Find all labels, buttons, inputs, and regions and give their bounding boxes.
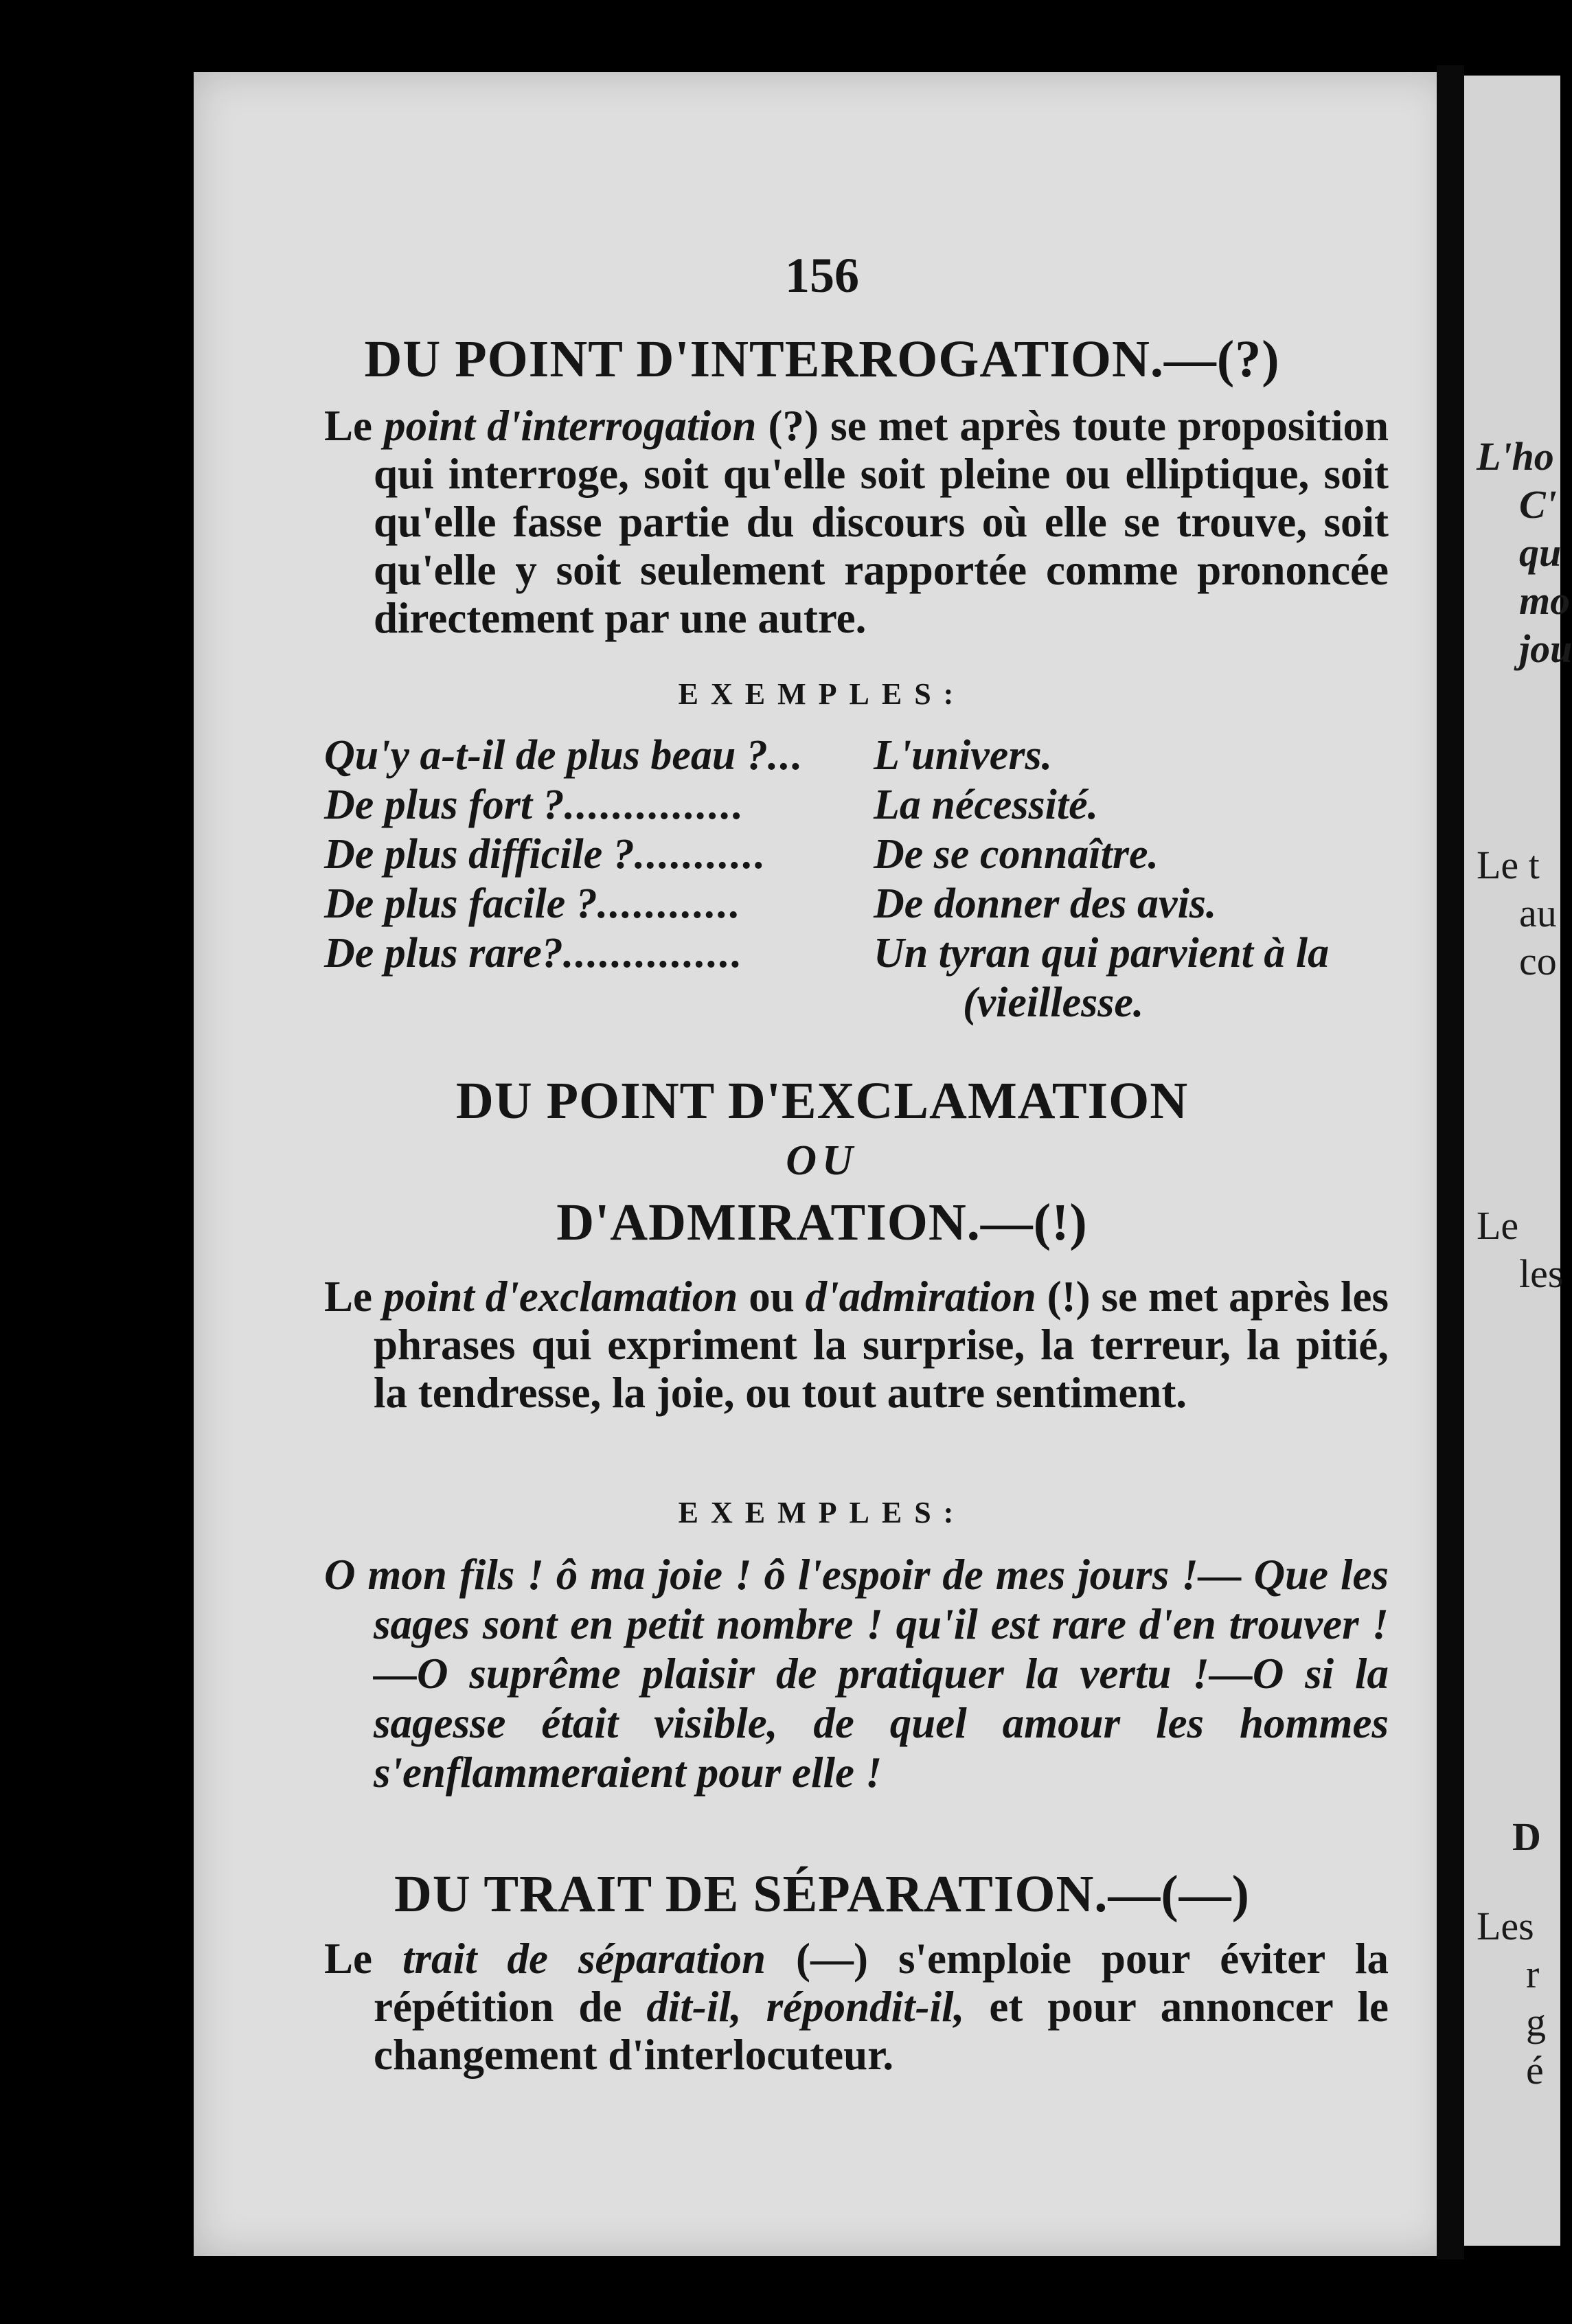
example-question: De plus difficile ? — [324, 831, 635, 878]
example-row — [324, 880, 1216, 929]
book-page — [194, 72, 1450, 2256]
example-question: De plus rare? — [324, 930, 563, 977]
facing-page-fragment: Le t — [1477, 843, 1540, 887]
paragraph-exclamation — [324, 1273, 1389, 1417]
term-point-interrogation: point d'interrogation — [384, 402, 757, 450]
exclamation-examples-text: O mon fils ! ô ma joie ! ô l'espoir de mes jours !— Que les sages sont en petit nombre ! qu'il est rare d'en trouver !—O suprême plaisir de pratiquer la vertu !—O si la sagesse était visible, de quel amour les hommes s'enflammeraient pour elle ! — [324, 1551, 1389, 1797]
facing-page-fragment: mo — [1519, 578, 1571, 623]
book-gutter — [1437, 65, 1464, 2259]
paragraph-interrogation — [324, 402, 1389, 642]
term-trait-separation: trait de séparation — [402, 1935, 766, 1983]
term-dit-il: dit-il, — [646, 1983, 742, 2031]
facing-page-fragment: r — [1526, 1952, 1540, 1996]
examples-label: EXEMPLES: — [678, 1496, 966, 1529]
para-rest: et pour annoncer le changement d'interlocuteur. — [374, 1983, 1389, 2079]
para-start: Le — [324, 402, 372, 450]
page-number: 156 — [785, 248, 859, 303]
leader-dots: ............ — [597, 880, 742, 927]
facing-page-fragment: C' — [1519, 482, 1557, 527]
example-answer: De se connaître. — [874, 831, 1159, 878]
facing-page-fragment: au — [1519, 891, 1557, 935]
term-admiration: d'admiration — [805, 1273, 1036, 1321]
example-answer: L'univers. — [874, 732, 1053, 779]
section-heading-interrogation: DU POINT D'INTERROGATION.—(?) — [364, 330, 1280, 388]
term-repondit-il: répondit-il, — [766, 1983, 965, 2031]
leader-dots: ........... — [634, 831, 767, 878]
paragraph-separation — [324, 1935, 1389, 2079]
facing-page-fragment: Les — [1477, 1904, 1534, 1948]
example-answer: De donner des avis. — [874, 880, 1217, 927]
example-row — [324, 830, 1159, 879]
facing-page-edge — [1464, 76, 1572, 2246]
para-mid: ou — [749, 1273, 795, 1321]
para-start: Le — [324, 1273, 372, 1321]
section-heading-exclamation: DU POINT D'EXCLAMATION — [455, 1072, 1189, 1130]
example-continuation: (vieillesse. — [963, 979, 1144, 1026]
leader-dots: ... — [767, 732, 804, 779]
example-question: De plus fort ? — [324, 782, 565, 828]
example-row — [324, 929, 1329, 978]
facing-page-fragment: jou — [1519, 626, 1572, 671]
facing-page-fragment: co — [1519, 939, 1557, 983]
facing-page-fragment: Le — [1477, 1203, 1519, 1248]
facing-page-fragment: qu — [1519, 530, 1562, 575]
facing-page-fragment: les — [1519, 1251, 1564, 1296]
facing-page-fragment: g — [1526, 2000, 1546, 2044]
heading-connector-ou: OU — [786, 1137, 858, 1184]
facing-page-fragment: L'ho — [1477, 434, 1554, 479]
example-row — [324, 781, 1098, 830]
section-heading-separation: DU TRAIT DE SÉPARATION.—(—) — [394, 1865, 1250, 1923]
example-question: De plus facile ? — [324, 880, 597, 927]
examples-label: EXEMPLES: — [678, 677, 966, 711]
example-answer: Un tyran qui parvient à la — [874, 930, 1330, 977]
section-heading-admiration: D'ADMIRATION.—(!) — [556, 1194, 1088, 1251]
para-rest: (?) se met après toute proposition qui interroge, soit qu'elle soit pleine ou elliptique, soit qu'elle fasse partie du discours où elle se trouve, soit qu'elle y soit seulement rapportée comme prononcée directement par une autre. — [374, 402, 1389, 642]
term-point-exclamation: point d'exclamation — [383, 1273, 738, 1321]
para-mid: (—) s'emploie pour éviter la répétition de — [374, 1935, 1389, 2031]
example-answer: La nécessité. — [874, 782, 1099, 828]
para-rest: (!) se met après les phrases qui expriment la surprise, la terreur, la pitié, la tendresse, la joie, ou tout autre sentiment. — [374, 1273, 1389, 1417]
example-question: Qu'y a-t-il de plus beau ? — [324, 732, 768, 779]
example-row — [324, 731, 1052, 780]
leader-dots: ............... — [564, 782, 745, 828]
para-start: Le — [324, 1935, 372, 1983]
facing-page-fragment: é — [1526, 2048, 1544, 2093]
leader-dots: ............... — [562, 930, 744, 977]
page-content — [194, 72, 1450, 2256]
facing-page-fragment: D — [1512, 1814, 1541, 1859]
